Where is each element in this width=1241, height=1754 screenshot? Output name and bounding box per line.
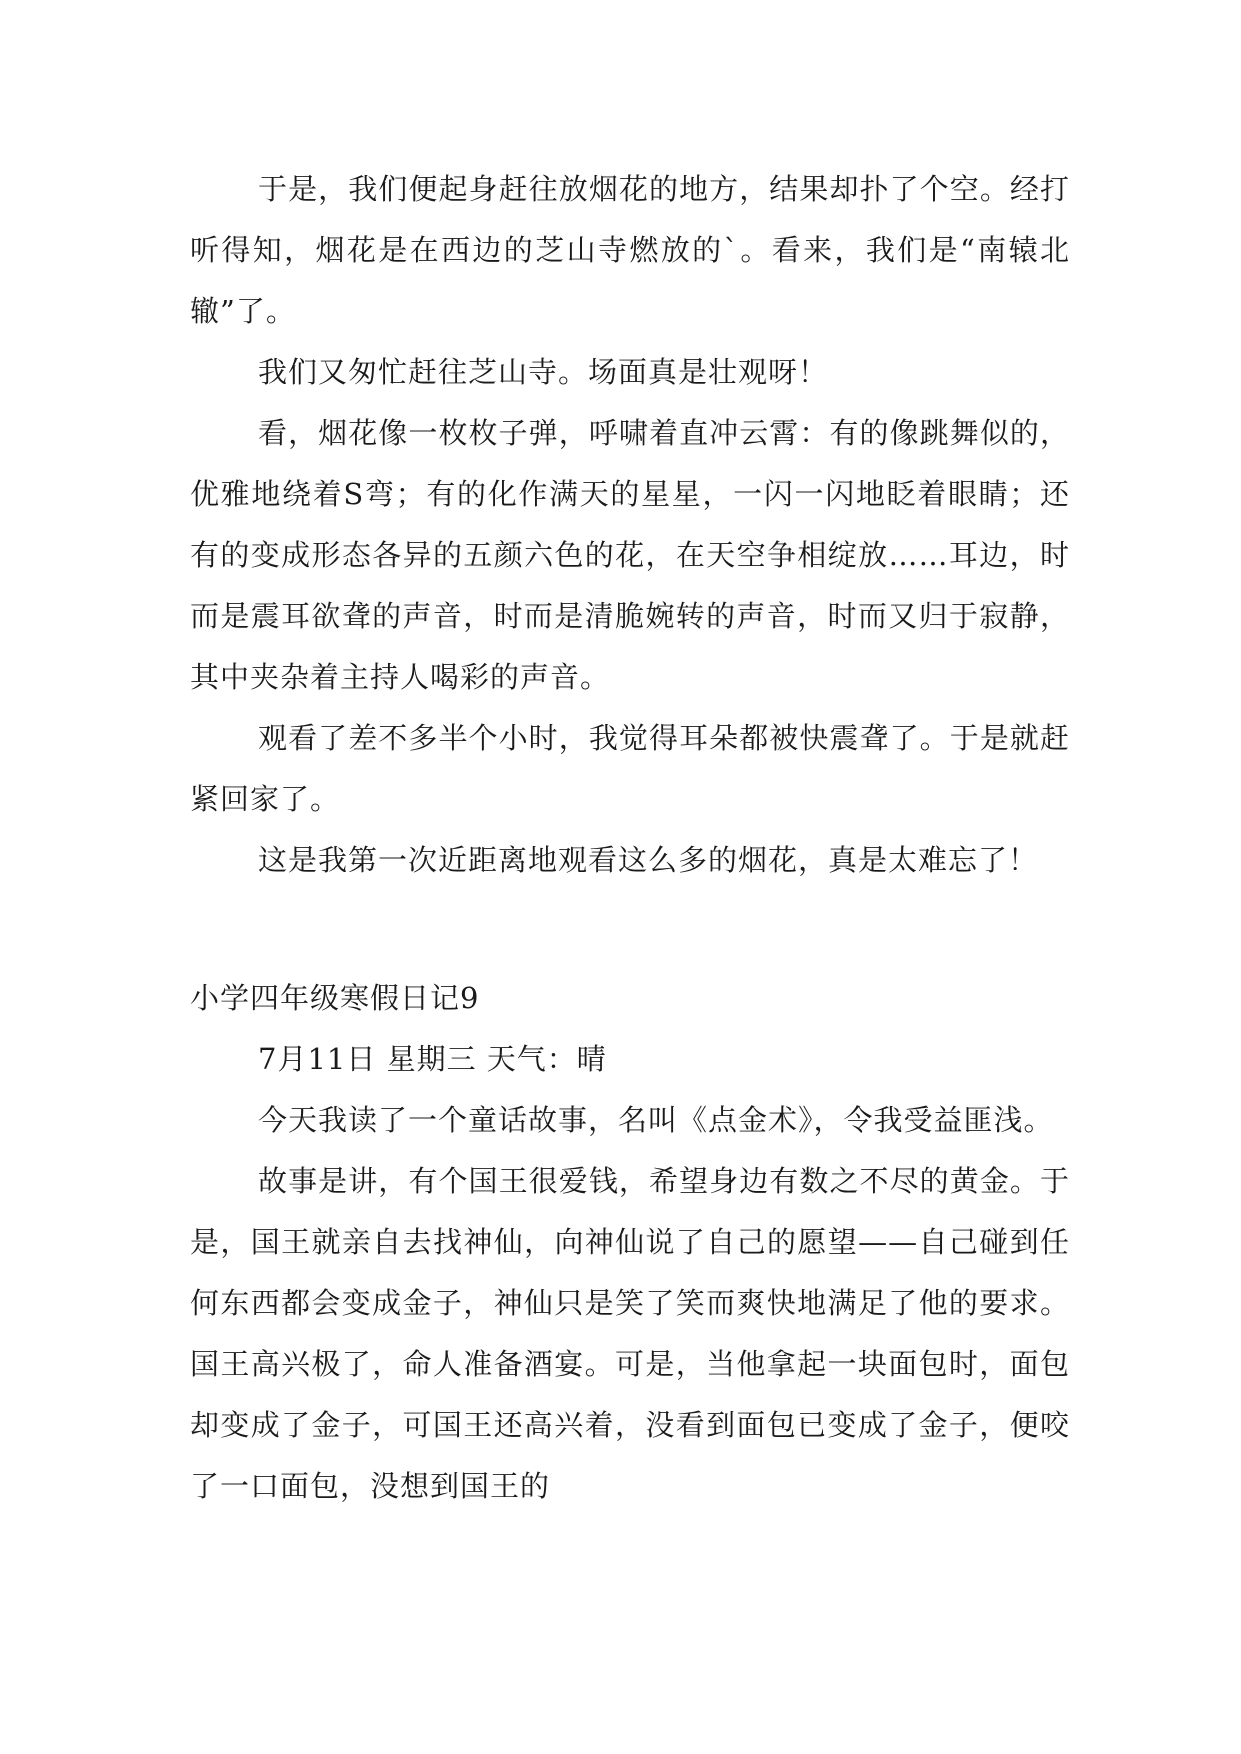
paragraph: 看，烟花像一枚枚子弹，呼啸着直冲云霄：有的像跳舞似的，优雅地绕着S弯；有的化作满天的星星，一闪一闪地眨着眼睛；还有的变成形态各异的五颜六色的花，在天空争相绽放……耳边，时而是震耳欲聋的声音，时而是清脆婉转的声音，时而又归于寂静，其中夹杂着主持人喝彩的声音。 [190,416,1070,694]
paragraph: 故事是讲，有个国王很爱钱，希望身边有数之不尽的黄金。于是，国王就亲自去找神仙，向神仙说了自己的愿望——自己碰到任何东西都会变成金子，神仙只是笑了笑而爽快地满足了他的要求。国王高兴极了，命人准备酒宴。可是，当他拿起一块面包时，面包却变成了金子，可国王还高兴着，没看到面包已变成了金子，便咬了一口面包，没想到国王的 [190,1164,1070,1503]
date-weather-line: 7月11日 星期三 天气：晴 [258,1042,607,1076]
section-title: 小学四年级寒假日记9 [190,981,480,1015]
paragraph: 我们又匆忙赶往芝山寺。场面真是壮观呀！ [258,355,829,389]
paragraph: 今天我读了一个童话故事，名叫《点金术》，令我受益匪浅。 [258,1103,1054,1137]
paragraph: 这是我第一次近距离地观看这么多的烟花，真是太难忘了！ [258,843,1039,877]
diary-section-9 [190,968,1070,1517]
paragraph: 观看了差不多半个小时，我觉得耳朵都被快震聋了。于是就赶紧回家了。 [190,721,1070,816]
diary-section-fireworks [190,159,1070,891]
paragraph: 于是，我们便起身赶往放烟花的地方，结果却扑了个空。经打听得知，烟花是在西边的芝山寺燃放的`。看来，我们是“南辕北辙”了。 [190,172,1070,328]
